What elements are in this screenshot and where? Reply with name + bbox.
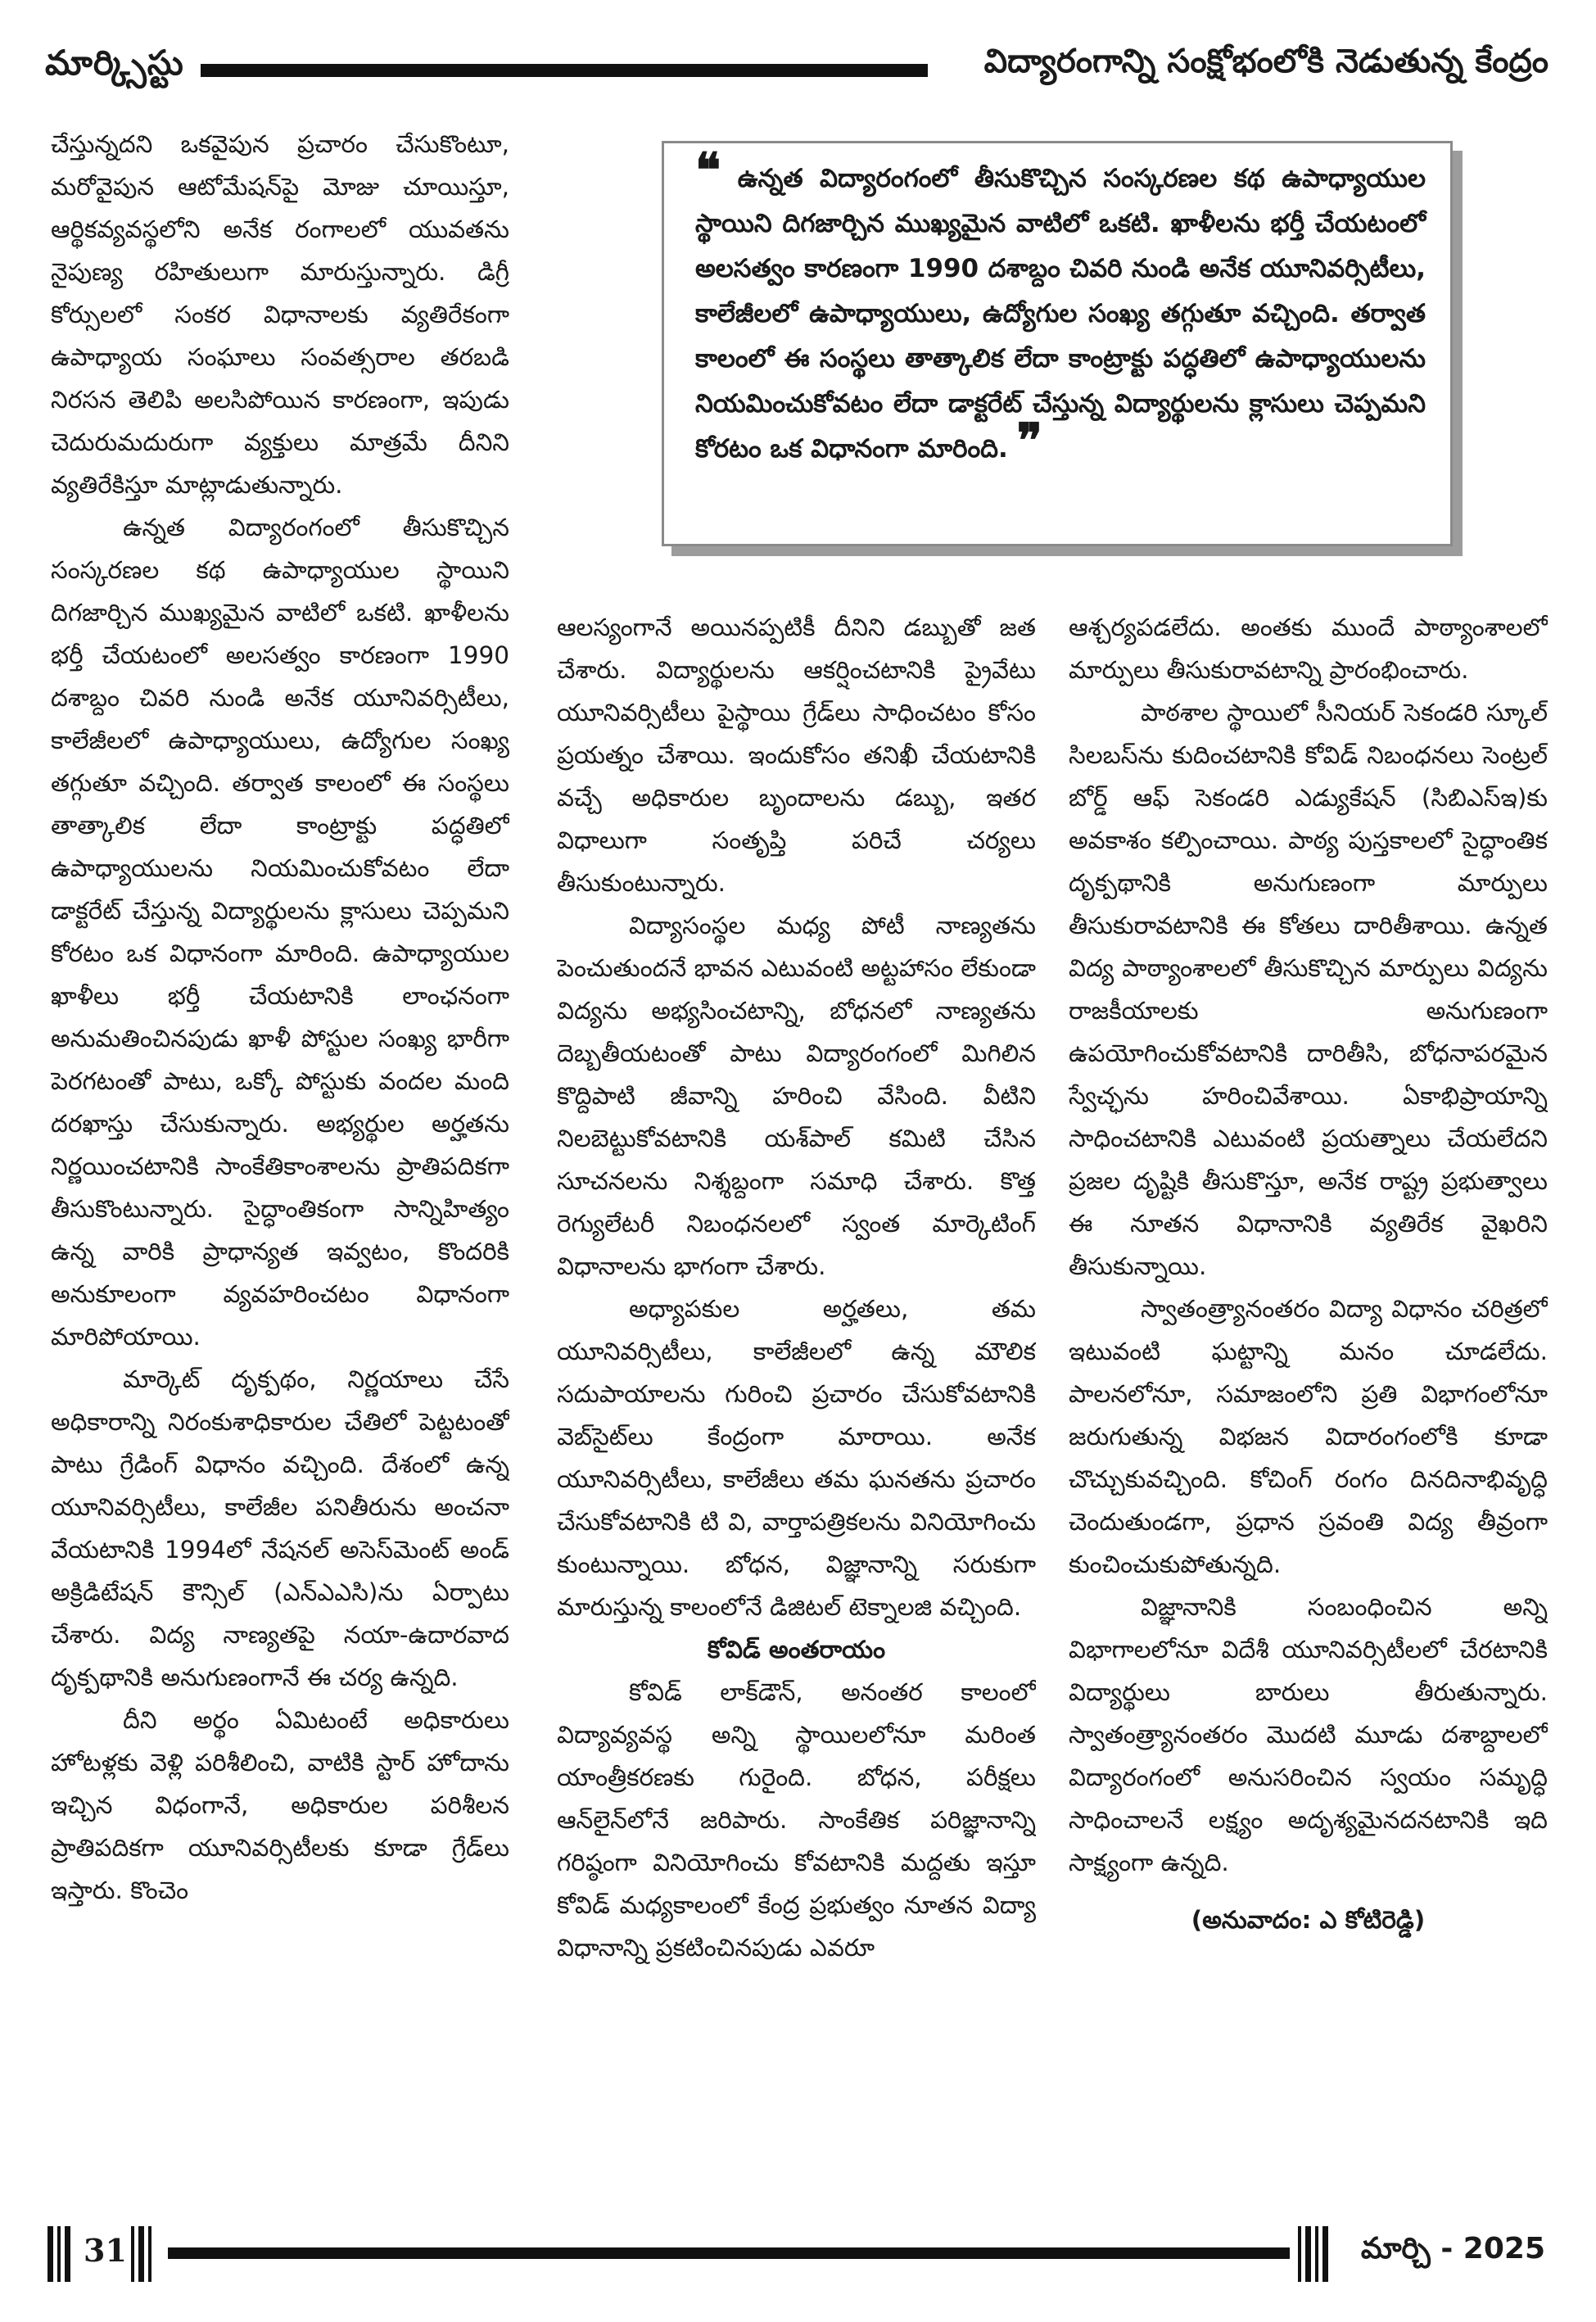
section-subheading: కోవిడ్ అంతరాయం xyxy=(707,1636,886,1663)
header-rule xyxy=(201,64,928,77)
translator-credit: (అనువాదం: ఎ కోటిరెడ్డి) xyxy=(1191,1906,1426,1934)
paragraph: విద్యాసంస్థల మధ్య పోటీ నాణ్యతను పెంచుతుందనే భావన ఎటువంటి అట్టహాసం లేకుండా విద్యను అభ్యసించటాన్ని, బోధనలో నాణ్యతను దెబ్బతీయటంతో పాటు విద్యారంగంలో మిగిలిన కొద్దిపాటి జీవాన్ని హరించి వేసింది. వీటిని నిలబెట్టుకోవటానికి యశ్‌పాల్ కమిటి చేసిన సూచనలను నిశ్శబ్దంగా సమాధి చేశారు. కొత్త రెగ్యులేటరీ నిబంధనలలో స్వంత మార్కెటింగ్ విధానాలను భాగంగా చేశారు. xyxy=(557,912,1036,1280)
footer-rule xyxy=(168,2247,1290,2259)
pull-quote-box xyxy=(662,141,1453,546)
paragraph: దీని అర్థం ఏమిటంటే అధికారులు హోటళ్లకు వెళ్లి పరిశీలించి, వాటికి స్టార్ హోదాను ఇచ్చిన విధంగానే, అధికారుల పరిశీలన ప్రాతిపదికగా యూనివర్సిటీలకు కూడా గ్రేడ్‌లు ఇస్తారు. కొంచెం xyxy=(51,1706,509,1904)
paragraph: అధ్యాపకుల అర్హతలు, తమ యూనివర్సిటీలు, కాలేజీలలో ఉన్న మౌలిక సదుపాయాలను గురించి ప్రచారం చేసుకోవటానికి వెబ్‌సైట్‌లు కేంద్రంగా మారాయి. అనేక యూనివర్సిటీలు, కాలేజీలు తమ ఘనతను ప్రచారం చేసుకోవటానికి టి వి, వార్తాపత్రికలను వినియోగించు కుంటున్నాయి. బోధన, విజ్ఞానాన్ని సరుకుగా మారుస్తున్న కాలంలోనే డిజిటల్ టెక్నాలజి వచ్చింది. xyxy=(557,1295,1036,1621)
column-middle xyxy=(557,606,1036,2211)
footer-bars-right xyxy=(1298,2226,1328,2282)
paragraph: ఆలస్యంగానే అయినప్పటికీ దీనిని డబ్బుతో జత చేశారు. విద్యార్థులను ఆకర్షించటానికి ప్రైవేటు యూనివర్సిటీలు పైస్థాయి గ్రేడ్‌లు సాధించటం కోసం ప్రయత్నం చేశాయి. ఇందుకోసం తనిఖీ చేయటానికి వచ్చే అధికారుల బృందాలను డబ్బు, ఇతర విధాలుగా సంతృప్తి పరిచే చర్యలు తీసుకుంటున్నారు. xyxy=(557,613,1036,897)
close-quote-icon: ❞ xyxy=(1016,413,1042,468)
pull-quote-text: ఉన్నత విద్యారంగంలో తీసుకొచ్చిన సంస్కరణల కథ ఉపాధ్యాయుల స్థాయిని దిగజార్చిన ముఖ్యమైన వాటిలో ఒకటి. ఖాళీలను భర్తీ చేయటంలో అలసత్వం కారణంగా 1990 దశాబ్దం చివరి నుండి అనేక యూనివర్సిటీలు, కాలేజీలలో ఉపాధ్యాయులు, ఉద్యోగుల సంఖ్య తగ్గుతూ వచ్చింది. తర్వాత కాలంలో ఈ సంస్థలు తాత్కాలిక లేదా కాంట్రాక్టు పద్ధతిలో ఉపాధ్యాయులను నియమించుకోవటం లేదా డాక్టరేట్ చేస్తున్న విద్యార్థులను క్లాసులు చెప్పమని కోరటం ఒక విధానంగా మారింది. xyxy=(695,164,1426,464)
paragraph: విజ్ఞానానికి సంబంధించిన అన్ని విభాగాలలోనూ విదేశీ యూనివర్సిటీలలో చేరటానికి విద్యార్థులు బారులు తీరుతున్నారు. స్వాతంత్ర్యానంతరం మొదటి మూడు దశాబ్దాలలో విద్యారంగంలో అనుసరించిన స్వయం సమృద్ధి సాధించాలనే లక్ష్యం అదృశ్యమైనదనటానికి ఇది సాక్ష్యంగా ఉన్నది. xyxy=(1069,1593,1548,1876)
page-footer xyxy=(0,2228,1596,2322)
paragraph: కోవిడ్ లాక్‌డౌన్, అనంతర కాలంలో విద్యావ్యవస్థ అన్ని స్థాయిలలోనూ మరింత యాంత్రీకరణకు గురైంది. బోధన, పరీక్షలు ఆన్‌లైన్‌లోనే జరిపారు. సాంకేతిక పరిజ్ఞానాన్ని గరిష్ఠంగా వినియోగించు కోవటానికి మద్దతు ఇస్తూ కోవిడ్ మధ్యకాలంలో కేంద్ర ప్రభుత్వం నూతన విద్యా విధానాన్ని ప్రకటించినపుడు ఎవరూ xyxy=(557,1678,1036,1962)
page-number: 31 xyxy=(84,2232,127,2269)
column-left xyxy=(51,123,509,2220)
page-header xyxy=(0,0,1596,106)
magazine-name: మార్క్సిస్టు xyxy=(45,43,184,83)
paragraph: ఉన్నత విద్యారంగంలో తీసుకొచ్చిన సంస్కరణల కథ ఉపాధ్యాయుల స్థాయిని దిగజార్చిన ముఖ్యమైన వాటిలో ఒకటి. ఖాళీలను భర్తీ చేయటంలో అలసత్వం కారణంగా 1990 దశాబ్దం చివరి నుండి అనేక యూనివర్సిటీలు, కాలేజీలలో ఉపాధ్యాయులు, ఉద్యోగుల సంఖ్య తగ్గుతూ వచ్చింది. తర్వాత కాలంలో ఈ సంస్థలు తాత్కాలిక లేదా కాంట్రాక్టు పద్ధతిలో ఉపాధ్యాయులను నియమించుకోవటం లేదా డాక్టరేట్ చేస్తున్న విద్యార్థులను క్లాసులు చెప్పమని కోరటం ఒక విధానంగా మారింది. ఉపాధ్యాయుల ఖాళీలు భర్తీ చేయటానికి లాంఛనంగా అనుమతించినపుడు ఖాళీ పోస్టుల సంఖ్య భారీగా పెరగటంతో పాటు, ఒక్కో పోస్టుకు వందల మంది దరఖాస్తు చేసుకున్నారు. అభ్యర్థుల అర్హతను నిర్ణయించటానికి సాంకేతికాంశాలను ప్రాతిపదికగా తీసుకొంటున్నారు. సైద్ధాంతికంగా సాన్నిహిత్యం ఉన్న వారికి ప్రాధాన్యత ఇవ్వటం, కొందరికి అనుకూలంగా వ్యవహరించటం విధానంగా మారిపోయాయి. xyxy=(51,514,509,1351)
paragraph: పాఠశాల స్థాయిలో సీనియర్ సెకండరి స్కూల్ సిలబస్‌ను కుదించటానికి కోవిడ్ నిబంధనలు సెంట్రల్ బోర్డ్ ఆఫ్ సెకండరి ఎడ్యుకేషన్ (సిబిఎస్ఇ)కు అవకాశం కల్పించాయి. పాఠ్య పుస్తకాలలో సైద్ధాంతిక దృక్పథానికి అనుగుణంగా మార్పులు తీసుకురావటానికి ఈ కోతలు దారితీశాయి. ఉన్నత విద్య పాఠ్యాంశాలలో తీసుకొచ్చిన మార్పులు విద్యను రాజకీయాలకు అనుగుణంగా ఉపయోగించుకోవటానికి దారితీసి, బోధనాపరమైన స్వేచ్ఛను హరించివేశాయి. ఏకాభిప్రాయాన్ని సాధించటానికి ఎటువంటి ప్రయత్నాలు చేయలేదని ప్రజల దృష్టికి తీసుకొస్తూ, అనేక రాష్ట్ర ప్రభుత్వాలు ఈ నూతన విధానానికి వ్యతిరేక వైఖరిని తీసుకున్నాయి. xyxy=(1069,699,1548,1280)
footer-bars-left xyxy=(47,2226,70,2282)
paragraph: ఆశ్చర్యపడలేదు. అంతకు ముందే పాఠ్యాంశాలలో మార్పులు తీసుకురావటాన్ని ప్రారంభించారు. xyxy=(1069,613,1548,684)
issue-date: మార్చి - 2025 xyxy=(1360,2232,1545,2265)
open-quote-icon: ❝ xyxy=(695,143,721,198)
article-title: విద్యారంగాన్ని సంక్షోభంలోకి నెడుతున్న కేంద్రం xyxy=(983,43,1549,80)
paragraph: స్వాతంత్ర్యానంతరం విద్యా విధానం చరిత్రలో ఇటువంటి ఘట్టాన్ని మనం చూడలేదు. పాలనలోనూ, సమాజంలోని ప్రతి విభాగంలోనూ జరుగుతున్న విభజన విదారంగంలోకి కూడా చొచ్చుకువచ్చింది. కోచింగ్ రంగం దినదినాభివృద్ధి చెందుతుండగా, ప్రధాన స్రవంతి విద్య తీవ్రంగా కుంచించుకుపోతున్నది. xyxy=(1069,1295,1548,1578)
footer-bars-mid-left xyxy=(131,2226,151,2282)
paragraph: చేస్తున్నదని ఒకవైపున ప్రచారం చేసుకొంటూ, మరోవైపున ఆటోమేషన్‌పై మోజు చూయిస్తూ, ఆర్థికవ్యవస్థలోని అనేక రంగాలలో యువతను నైపుణ్య రహితులుగా మారుస్తున్నారు. డిగ్రీ కోర్సులలో సంకర విధానాలకు వ్యతిరేకంగా ఉపాధ్యాయ సంఘాలు సంవత్సరాల తరబడి నిరసన తెలిపి అలసిపోయిన కారణంగా, ఇపుడు చెదురుమదురుగా వ్యక్తులు మాత్రమే దీనిని వ్యతిరేకిస్తూ మాట్లాడుతున్నారు. xyxy=(51,130,509,499)
paragraph: మార్కెట్ దృక్పథం, నిర్ణయాలు చేసే అధికారాన్ని నిరంకుశాధికారుల చేతిలో పెట్టటంతో పాటు గ్రేడింగ్ విధానం వచ్చింది. దేశంలో ఉన్న యూనివర్సిటీలు, కాలేజీల పనితీరును అంచనా వేయటానికి 1994లో నేషనల్ అసెస్‌మెంట్ అండ్ అక్రిడిటేషన్ కౌన్సిల్ (ఎన్ఎఎసి)ను ఏర్పాటు చేశారు. విద్య నాణ్యతపై నయా-ఉదారవాద దృక్పథానికి అనుగుణంగానే ఈ చర్య ఉన్నది. xyxy=(51,1365,509,1691)
column-right xyxy=(1069,606,1548,2211)
